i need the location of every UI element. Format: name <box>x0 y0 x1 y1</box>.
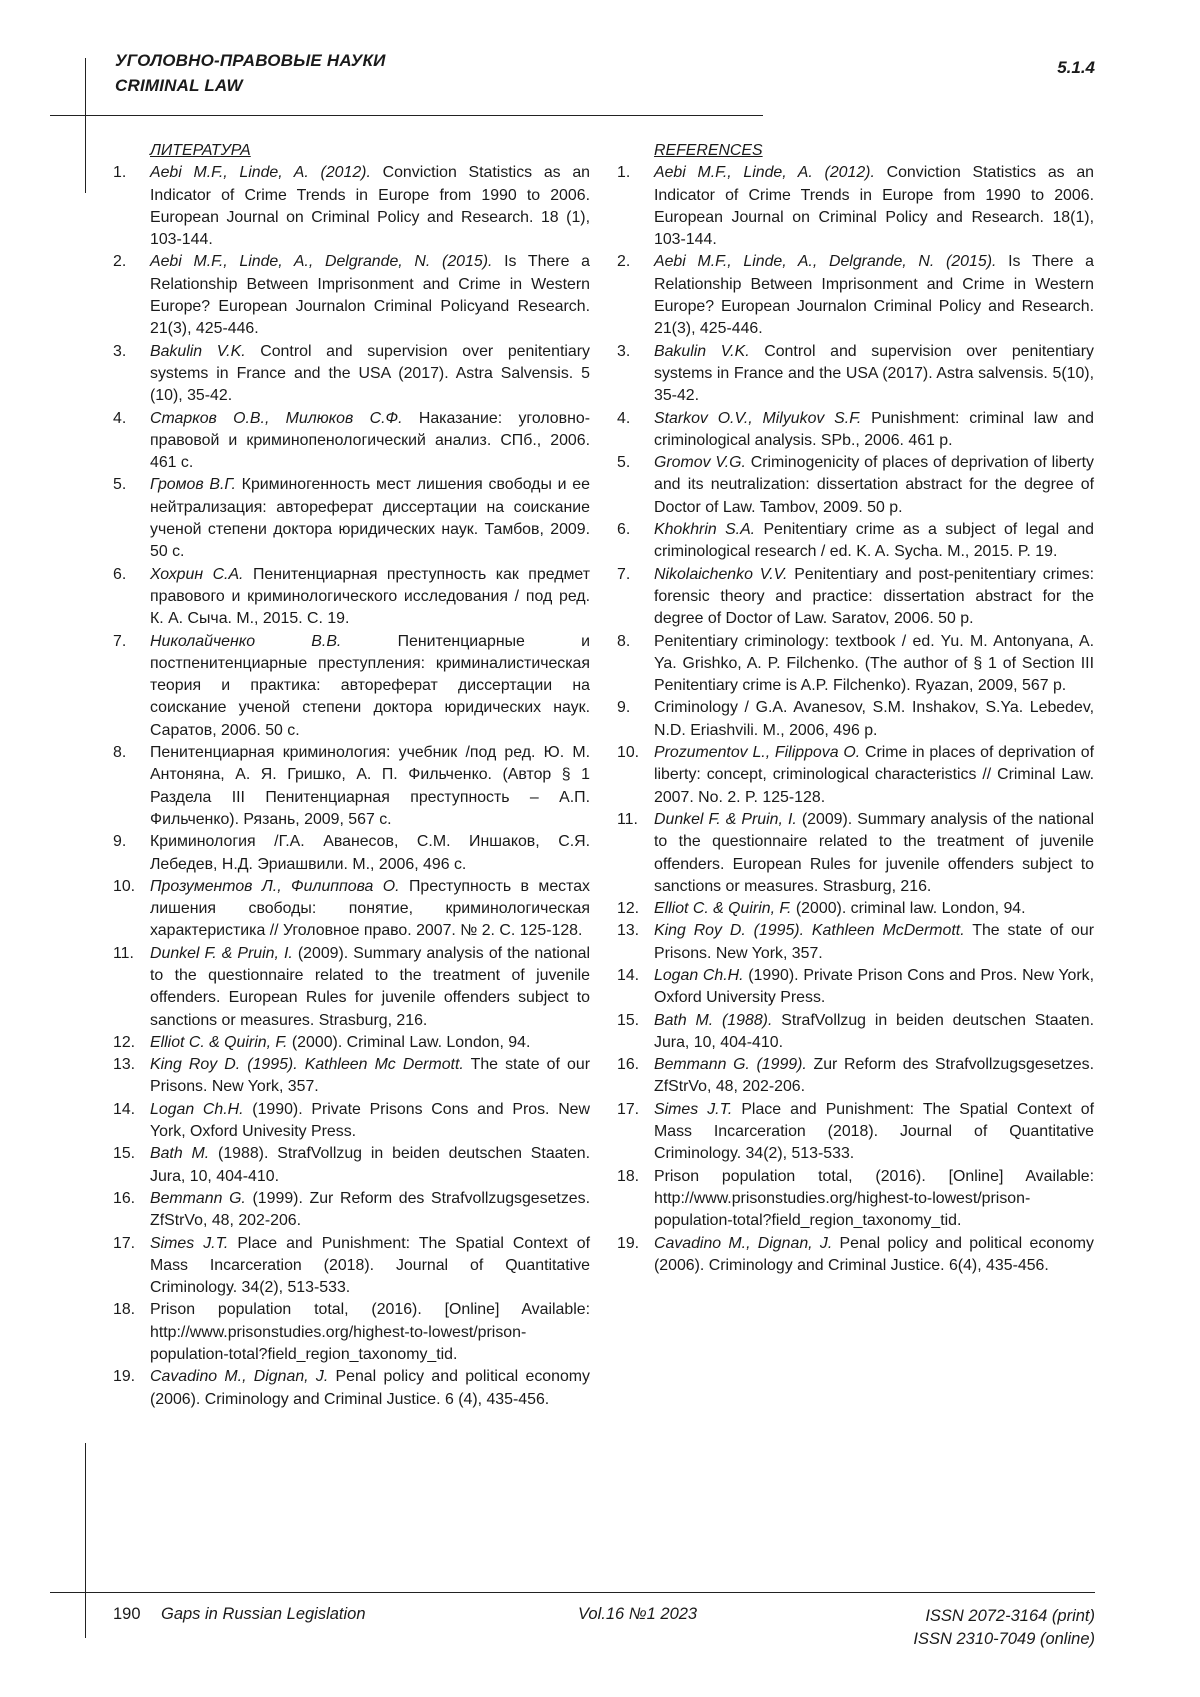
reference-text: Пенитенциарная преступность как предмет правового и криминологического исследования / под ред. К. А. Сыча. М., 2015. С. 19. <box>150 566 590 628</box>
reference-number: 17. <box>113 1233 143 1255</box>
reference-authors: Bemmann G. (1999). <box>654 1056 807 1073</box>
reference-item <box>113 1054 590 1099</box>
header-horizontal-rule <box>50 115 763 116</box>
reference-authors: Prozumentov L., Filippova O. <box>654 744 860 761</box>
header-title-ru: УГОЛОВНО-ПРАВОВЫЕ НАУКИ <box>115 48 386 73</box>
reference-text: Control and supervision over penitentiary systems in France and the USA (2017). Astra Salvensis. 5 (10), 35-42. <box>150 343 590 405</box>
reference-number: 13. <box>113 1054 143 1076</box>
reference-number: 18. <box>113 1299 143 1321</box>
reference-item <box>617 965 1094 1010</box>
reference-number: 18. <box>617 1166 647 1188</box>
reference-authors: Gromov V.G. <box>654 454 746 471</box>
reference-authors: Nikolaichenko V.V. <box>654 566 787 583</box>
reference-authors: Cavadino M., Dignan, J. <box>654 1235 832 1252</box>
reference-authors: Прозументов Л., Филиппова О. <box>150 878 400 895</box>
references-column-ru <box>113 140 590 1411</box>
reference-text: (2000). criminal law. London, 94. <box>791 900 1025 917</box>
reference-text: Penal policy and political economy (2006). Criminology and Criminal Justice. 6 (4), 435-456. <box>150 1368 590 1407</box>
reference-text: Criminology / G.A. Avanesov, S.M. Inshakov, S.Ya. Lebedev, N.D. Eriashvili. M., 2006, 496 p. <box>654 699 1094 738</box>
reference-number: 10. <box>617 742 647 764</box>
reference-number: 17. <box>617 1099 647 1121</box>
footer-horizontal-rule <box>50 1592 1095 1593</box>
reference-authors: Simes J.T. <box>150 1235 228 1252</box>
reference-authors: Bemmann G. <box>150 1190 246 1207</box>
reference-number: 5. <box>113 474 143 496</box>
footer-vertical-rule <box>85 1443 86 1638</box>
reference-authors: Elliot C. & Quirin, F. <box>654 900 791 917</box>
reference-authors: Elliot C. & Quirin, F. <box>150 1034 287 1051</box>
reference-number: 6. <box>617 519 647 541</box>
reference-authors: King Roy D. (1995). Kathleen Mc Dermott. <box>150 1056 464 1073</box>
reference-item <box>113 876 590 943</box>
reference-number: 12. <box>617 898 647 920</box>
section-code: 5.1.4 <box>1057 58 1095 78</box>
reference-text: Наказание: уголовно-правовой и криминопенологический анализ. СПб., 2006. 461 с. <box>150 410 590 472</box>
reference-text: Place and Punishment: The Spatial Context of Mass Incarceration (2018). Journal of Quantitative Criminology. 34(2), 513-533. <box>654 1101 1094 1163</box>
reference-item <box>617 697 1094 742</box>
reference-item <box>617 162 1094 251</box>
reference-text: The state of our Prisons. New York, 357. <box>150 1056 590 1095</box>
reference-text: Penal policy and political economy (2006). Criminology and Criminal Justice. 6(4), 435-456. <box>654 1235 1094 1274</box>
reference-number: 7. <box>113 631 143 653</box>
reference-item <box>113 408 590 475</box>
reference-authors: Simes J.T. <box>654 1101 732 1118</box>
reference-authors: Logan Ch.H. <box>150 1101 244 1118</box>
reference-authors: Bath M. (1988). <box>654 1012 772 1029</box>
reference-number: 15. <box>113 1143 143 1165</box>
reference-item <box>113 1188 590 1233</box>
reference-text: Prison population total, (2016). [Online] Available: http://www.prisonstudies.org/highest-to-lowest/prison-population-total?field_region_taxonomy_tid. <box>150 1301 590 1363</box>
reference-item <box>617 631 1094 698</box>
reference-authors: Старков О.В., Милюков С.Ф. <box>150 410 403 427</box>
reference-authors: Dunkel F. & Pruin, I. <box>150 945 293 962</box>
reference-text: (1988). StrafVollzug in beiden deutschen Staaten. Jura, 10, 404-410. <box>150 1145 590 1184</box>
reference-item <box>617 809 1094 898</box>
reference-text: (2009). Summary analysis of the national to the questionnaire related to the treatment of juvenile offenders. European Rules for juvenile offenders subject to sanctions or measures. Strasburg, 216. <box>150 945 590 1029</box>
reference-item <box>617 452 1094 519</box>
reference-number: 13. <box>617 920 647 942</box>
header-title-en: CRIMINAL LAW <box>115 73 386 98</box>
reference-number: 14. <box>113 1099 143 1121</box>
reference-text: Криминология /Г.А. Аванесов, С.М. Иншаков, С.Я. Лебедев, Н.Д. Эриашвили. М., 2006, 496 с. <box>150 833 590 872</box>
issn-block <box>913 1605 1095 1651</box>
reference-number: 6. <box>113 564 143 586</box>
reference-item <box>113 1032 590 1054</box>
running-header <box>115 48 386 98</box>
reference-text: Is There a Relationship Between Imprisonment and Crime in Western Europe? European Journalon Criminal Policy and Research. 21(3), 425-446. <box>654 253 1094 337</box>
issn-online: ISSN 2310-7049 (online) <box>913 1628 1095 1651</box>
reference-item <box>617 564 1094 631</box>
reference-text: Control and supervision over penitentiary systems in France and the USA (2017). Astra salvensis. 5(10), 35-42. <box>654 343 1094 405</box>
reference-number: 19. <box>113 1366 143 1388</box>
reference-text: Penitentiary and post-penitentiary crimes: forensic theory and practice: dissertation abstract for the degree of Doctor of Law. Saratov, 2006. 50 p. <box>654 566 1094 628</box>
reference-number: 14. <box>617 965 647 987</box>
journal-name: Gaps in Russian Legislation <box>161 1605 366 1624</box>
reference-item <box>113 631 590 742</box>
reference-number: 9. <box>617 697 647 719</box>
reference-number: 1. <box>617 162 647 184</box>
reference-item <box>113 742 590 831</box>
reference-item <box>113 1366 590 1411</box>
reference-number: 7. <box>617 564 647 586</box>
reference-authors: Bath M. <box>150 1145 209 1162</box>
reference-item <box>113 251 590 340</box>
header-vertical-rule <box>85 58 86 193</box>
reference-item <box>113 1299 590 1366</box>
reference-authors: Aebi M.F., Linde, A., Delgrande, N. (2015). <box>654 253 996 270</box>
reference-authors: Dunkel F. & Pruin, I. <box>654 811 797 828</box>
reference-number: 11. <box>617 809 647 831</box>
reference-text: (2009). Summary analysis of the national to the questionnaire related to the treatment of juvenile offenders. European Rules for juvenile offenders subject to sanctions or measures. Strasburg, 216. <box>654 811 1094 895</box>
reference-number: 1. <box>113 162 143 184</box>
reference-authors: Khokhrin S.A. <box>654 521 755 538</box>
reference-text: Crime in places of deprivation of liberty: concept, criminological characteristics // Criminal Law. 2007. No. 2. P. 125-128. <box>654 744 1094 806</box>
reference-item <box>113 341 590 408</box>
reference-authors: Николайченко В.В. <box>150 633 341 650</box>
reference-authors: Хохрин С.А. <box>150 566 243 583</box>
page-number: 190 <box>113 1605 141 1624</box>
column-heading-en: REFERENCES <box>654 140 1094 162</box>
reference-item <box>113 162 590 251</box>
reference-item <box>113 1233 590 1300</box>
reference-item <box>617 742 1094 809</box>
reference-text: Punishment: criminal law and criminological analysis. SPb., 2006. 461 p. <box>654 410 1094 449</box>
reference-text: The state of our Prisons. New York, 357. <box>654 922 1094 961</box>
reference-number: 3. <box>617 341 647 363</box>
reference-authors: Aebi M.F., Linde, A., Delgrande, N. (2015). <box>150 253 492 270</box>
reference-item <box>617 341 1094 408</box>
reference-number: 11. <box>113 943 143 965</box>
reference-item <box>617 251 1094 340</box>
reference-authors: King Roy D. (1995). Kathleen McDermott. <box>654 922 965 939</box>
reference-item <box>617 920 1094 965</box>
reference-text: (1990). Private Prison Cons and Pros. New York, Oxford University Press. <box>654 967 1094 1006</box>
reference-number: 15. <box>617 1010 647 1032</box>
reference-number: 3. <box>113 341 143 363</box>
reference-item <box>617 1010 1094 1055</box>
reference-text: Criminogenicity of places of deprivation of liberty and its neutralization: dissertation abstract for the degree of Doctor of Law. Tambov, 2009. 50 p. <box>654 454 1094 516</box>
reference-authors: Bakulin V.K. <box>150 343 246 360</box>
reference-authors: Starkov O.V., Milyukov S.F. <box>654 410 861 427</box>
issn-print: ISSN 2072-3164 (print) <box>913 1605 1095 1628</box>
reference-item <box>113 474 590 563</box>
reference-item <box>113 831 590 876</box>
reference-number: 10. <box>113 876 143 898</box>
reference-item <box>617 519 1094 564</box>
reference-item <box>617 1054 1094 1099</box>
reference-text: Conviction Statistics as an Indicator of Crime Trends in Europe from 1990 to 2006. European Journal on Criminal Policy and Research. 18(1), 103-144. <box>654 164 1094 248</box>
reference-authors: Cavadino M., Dignan, J. <box>150 1368 328 1385</box>
reference-text: (1999). Zur Reform des Strafvollzugsgesetzes. ZfStrVo, 48, 202-206. <box>150 1190 590 1229</box>
reference-number: 16. <box>617 1054 647 1076</box>
reference-item <box>617 898 1094 920</box>
reference-authors: Aebi M.F., Linde, A. (2012). <box>654 164 875 181</box>
reference-text: Conviction Statistics as an Indicator of Crime Trends in Europe from 1990 to 2006. European Journal on Criminal Policy and Research. 18 (1), 103-144. <box>150 164 590 248</box>
column-heading-ru: ЛИТЕРАТУРА <box>150 140 590 162</box>
reference-item <box>113 564 590 631</box>
reference-number: 8. <box>617 631 647 653</box>
reference-authors: Aebi M.F., Linde, A. (2012). <box>150 164 371 181</box>
reference-item <box>617 408 1094 453</box>
reference-text: Криминогенность мест лишения свободы и ее нейтрализация: автореферат диссертации на соискание ученой степени доктора юридических наук. Тамбов, 2009. 50 с. <box>150 476 590 560</box>
reference-number: 4. <box>113 408 143 430</box>
reference-number: 2. <box>617 251 647 273</box>
reference-item <box>113 1143 590 1188</box>
reference-text: Пенитенциарная криминология: учебник /под ред. Ю. М. Антоняна, А. Я. Гришко, А. П. Фильченко. (Автор § 1 Раздела III Пенитенциарная преступность – А.П. Фильченко). Рязань, 2009, 567 с. <box>150 744 590 828</box>
reference-item <box>113 943 590 1032</box>
reference-text: (2000). Criminal Law. London, 94. <box>287 1034 530 1051</box>
reference-list-en <box>617 162 1094 1277</box>
reference-authors: Громов В.Г. <box>150 476 236 493</box>
reference-authors: Logan Ch.H. <box>654 967 744 984</box>
reference-item <box>617 1166 1094 1233</box>
reference-text: Prison population total, (2016). [Online] Available: http://www.prisonstudies.org/highest-to-lowest/prison-population-total?field_region_taxonomy_tid. <box>654 1168 1094 1230</box>
reference-list-ru <box>113 162 590 1411</box>
reference-number: 12. <box>113 1032 143 1054</box>
reference-number: 5. <box>617 452 647 474</box>
reference-number: 9. <box>113 831 143 853</box>
reference-text: Преступность в местах лишения свободы: понятие, криминологическая характеристика // Уголовное право. 2007. № 2. С. 125-128. <box>150 878 590 940</box>
reference-number: 16. <box>113 1188 143 1210</box>
reference-text: Zur Reform des Strafvollzugsgesetzes. ZfStrVo, 48, 202-206. <box>654 1056 1094 1095</box>
reference-text: Пенитенциарные и постпенитенциарные преступления: криминалистическая теория и практика: автореферат диссертации на соискание ученой степени доктора юридических наук. Саратов, 2006. 50 с. <box>150 633 590 739</box>
reference-authors: Bakulin V.K. <box>654 343 750 360</box>
reference-item <box>617 1099 1094 1166</box>
reference-text: Place and Punishment: The Spatial Context of Mass Incarceration (2018). Journal of Quantitative Criminology. 34(2), 513-533. <box>150 1235 590 1297</box>
reference-item <box>113 1099 590 1144</box>
reference-text: (1990). Private Prisons Cons and Pros. New York, Oxford Univesity Press. <box>150 1101 590 1140</box>
reference-number: 8. <box>113 742 143 764</box>
references-column-en <box>617 140 1094 1277</box>
reference-text: StrafVollzug in beiden deutschen Staaten. Jura, 10, 404-410. <box>654 1012 1094 1051</box>
reference-number: 19. <box>617 1233 647 1255</box>
reference-item <box>617 1233 1094 1278</box>
reference-text: Penitentiary criminology: textbook / ed. Yu. M. Antonyana, A. Ya. Grishko, A. P. Filchenko. (The author of § 1 of Section III Penitentiary crime is A.P. Filchenko). Ryazan, 2009, 567 p. <box>654 633 1094 695</box>
reference-number: 4. <box>617 408 647 430</box>
reference-number: 2. <box>113 251 143 273</box>
reference-text: Is There a Relationship Between Imprisonment and Crime in Western Europe? European Journalon Criminal Policyand Research. 21(3), 425-446. <box>150 253 590 337</box>
reference-text: Penitentiary crime as a subject of legal and criminological research / ed. K. A. Sycha. M., 2015. P. 19. <box>654 521 1094 560</box>
volume-issue: Vol.16 №1 2023 <box>578 1605 697 1624</box>
